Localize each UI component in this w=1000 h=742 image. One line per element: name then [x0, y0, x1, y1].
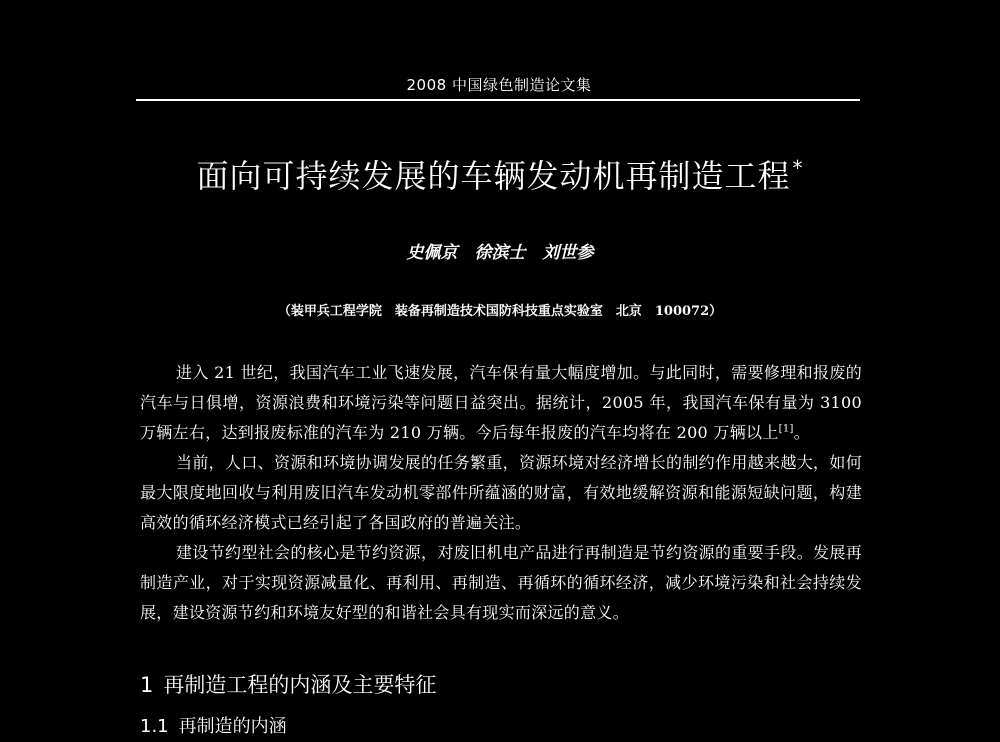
subsection-heading	[140, 712, 287, 742]
author-affiliation: （装甲兵工程学院 装备再制造技术国防科技重点实验室 北京 100072）	[277, 304, 723, 319]
paper-title-text: 面向可持续发展的车辆发动机再制造工程	[196, 157, 791, 195]
author-list: 史佩京 徐滨士 刘世参	[406, 243, 594, 263]
header-rule	[136, 99, 860, 101]
body-text	[140, 358, 862, 628]
section-title: 再制造工程的内涵及主要特征	[163, 673, 437, 697]
paragraph-1	[140, 358, 862, 448]
paper-title	[120, 152, 880, 200]
paragraph-1-text: 进入 21 世纪，我国汽车工业飞速发展，汽车保有量大幅度增加。与此同时，需要修理和报废的汽车与日俱增，资源浪费和环境污染等问题日益突出。据统计，2005 年，我国汽车保有量为 3100 万辆左右，达到报废标准的汽车为 210 万辆。今后每年报废的汽车均将在 200 万辆以上	[140, 363, 862, 442]
section-heading	[140, 668, 436, 702]
citation-reference[interactable]: [1]	[778, 423, 794, 435]
paragraph-3: 建设节约型社会的核心是节约资源，对废旧机电产品进行再制造是节约资源的重要手段。发展再制造产业，对于实现资源减量化、再利用、再制造、再循环的循环经济，减少环境污染和社会持续发展，建设资源节约和环境友好型的和谐社会具有现实而深远的意义。	[140, 543, 862, 622]
paragraph-1-end: 。	[793, 423, 811, 442]
running-header: 2008 中国绿色制造论文集	[406, 76, 592, 94]
title-footnote-marker: *	[792, 156, 804, 181]
subsection-title: 再制造的内涵	[178, 716, 287, 737]
paragraph-2: 当前，人口、资源和环境协调发展的任务繁重，资源环境对经济增长的制约作用越来越大，如何最大限度地回收与利用废旧汽车发动机零部件所蕴涵的财富，有效地缓解资源和能源短缺问题，构建高效的循环经济模式已经引起了各国政府的普遍关注。	[140, 453, 862, 532]
subsection-number: 1.1	[140, 716, 169, 737]
section-number: 1	[140, 673, 154, 697]
